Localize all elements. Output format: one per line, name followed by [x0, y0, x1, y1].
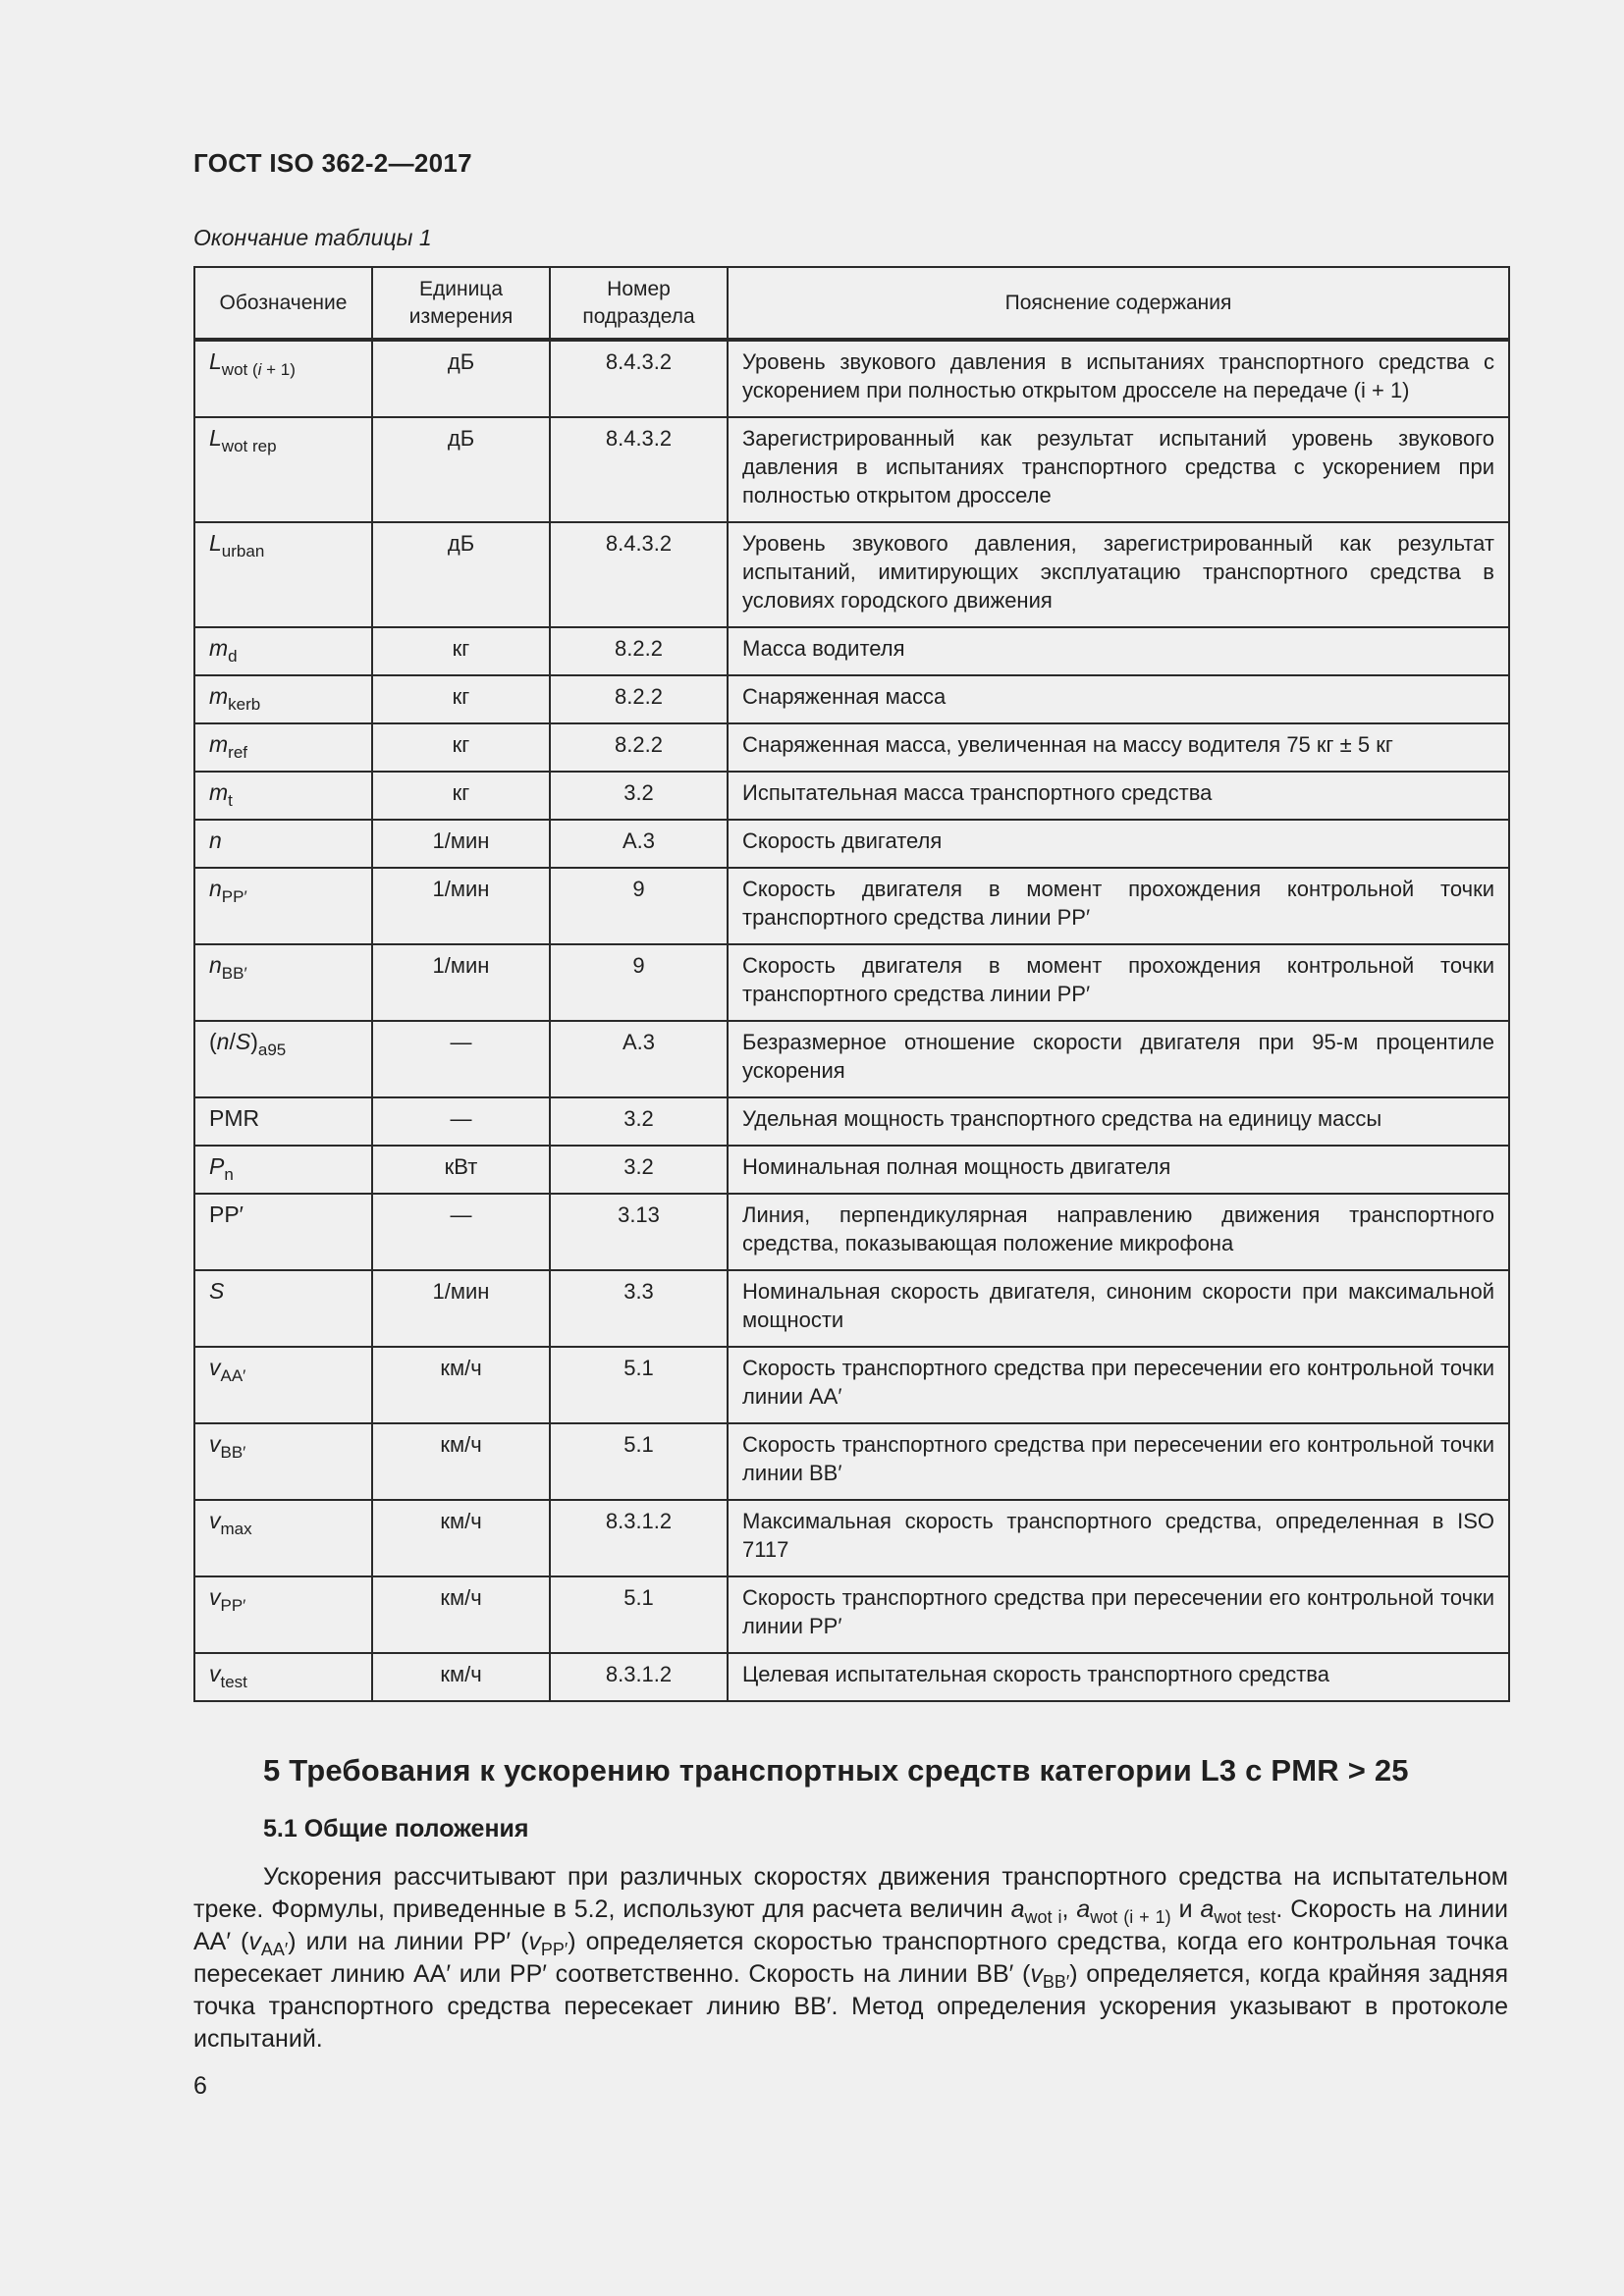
- paragraph-text: и: [1170, 1896, 1201, 1923]
- cell-symbol: [194, 1347, 372, 1423]
- cell-section: 3.2: [550, 1097, 728, 1146]
- symbol: [209, 1105, 259, 1131]
- symbol: [209, 683, 261, 714]
- cell-description: Скорость двигателя в момент прохождения контрольной точки транспортного средства линии PP′: [728, 868, 1509, 944]
- symbol: [209, 1508, 252, 1538]
- symbol: [209, 1355, 246, 1385]
- table-row: [194, 772, 1509, 820]
- symbol-main: P: [209, 1153, 225, 1179]
- cell-section: 8.2.2: [550, 627, 728, 675]
- cell-unit: —: [372, 1021, 550, 1097]
- symbol: [209, 1431, 246, 1462]
- symbol: [209, 1584, 246, 1615]
- paragraph-symbol: a: [1010, 1896, 1025, 1923]
- cell-description: Скорость двигателя: [728, 820, 1509, 868]
- column-header-description: Пояснение содержания: [728, 267, 1509, 340]
- symbol-main: L: [209, 425, 222, 451]
- cell-unit: 1/мин: [372, 868, 550, 944]
- cell-unit: 1/мин: [372, 1270, 550, 1347]
- cell-unit: —: [372, 1194, 550, 1270]
- cell-symbol: [194, 1500, 372, 1576]
- symbol-main: PMR: [209, 1105, 260, 1131]
- table-row: [194, 627, 1509, 675]
- symbol: [209, 425, 277, 455]
- paragraph-subscript: wot test: [1214, 1907, 1276, 1927]
- table-row: [194, 1270, 1509, 1347]
- paragraph-subscript: PP′: [540, 1940, 568, 1959]
- cell-section: A.3: [550, 820, 728, 868]
- table-row: [194, 1576, 1509, 1653]
- paragraph-symbol: v: [528, 1928, 541, 1955]
- symbol-main: v: [209, 1661, 221, 1686]
- cell-description: Максимальная скорость транспортного средства, определенная в ISO 7117: [728, 1500, 1509, 1576]
- symbol: [209, 876, 247, 906]
- cell-unit: дБ: [372, 340, 550, 417]
- cell-symbol: [194, 675, 372, 723]
- table-row: [194, 723, 1509, 772]
- cell-section: 3.2: [550, 1146, 728, 1194]
- symbol-subscript: AA′: [220, 1366, 246, 1385]
- subsection-title: 5.1 Общие положения: [263, 1815, 529, 1842]
- cell-section: 8.4.3.2: [550, 417, 728, 522]
- cell-section: 9: [550, 868, 728, 944]
- cell-symbol: [194, 1423, 372, 1500]
- symbol-main: L: [209, 530, 222, 556]
- cell-description: Уровень звукового давления, зарегистрированный как результат испытаний, имитирующих эксплуатацию транспортного средства в условиях городского движения: [728, 522, 1509, 627]
- paragraph-text: ) определяется скоростью транспортного средства, когда его контрольная точка пересекает линию AA′ или PP′ соответственно. Скорость на линии BB′ (: [193, 1928, 1509, 1988]
- symbol-subscript: n: [224, 1165, 234, 1184]
- cell-section: 5.1: [550, 1576, 728, 1653]
- symbol-main: S: [209, 1278, 225, 1304]
- cell-description: Зарегистрированный как результат испытаний уровень звукового давления в испытаниях транспортного средства с ускорением при полностью открытом дросселе: [728, 417, 1509, 522]
- symbol: [209, 1661, 247, 1691]
- document-header: ГОСТ ISO 362-2—2017: [193, 148, 472, 178]
- cell-unit: км/ч: [372, 1653, 550, 1701]
- table-header-row: [194, 267, 1509, 340]
- cell-section: 9: [550, 944, 728, 1021]
- cell-description: Снаряженная масса, увеличенная на массу водителя 75 кг ± 5 кг: [728, 723, 1509, 772]
- definitions-table: [193, 266, 1510, 1702]
- paragraph-subscript: wot i: [1024, 1907, 1062, 1927]
- cell-description: Снаряженная масса: [728, 675, 1509, 723]
- paragraph-symbol: a: [1200, 1896, 1215, 1923]
- cell-description: Уровень звукового давления в испытаниях транспортного средства с ускорением при полностью открытом дросселе на передаче (i + 1): [728, 340, 1509, 417]
- symbol-subscript: test: [220, 1673, 247, 1691]
- table-row: [194, 1500, 1509, 1576]
- symbol-main: n: [209, 952, 222, 978]
- symbol-subscript: max: [220, 1520, 252, 1538]
- paragraph-text: ) или на линии PP′ (: [288, 1928, 529, 1955]
- symbol: [209, 1029, 287, 1059]
- paragraph-subscript: AA′: [260, 1940, 289, 1959]
- symbol-subscript: PP′: [221, 887, 247, 906]
- cell-section: 3.13: [550, 1194, 728, 1270]
- table-row: [194, 1347, 1509, 1423]
- cell-section: 8.4.3.2: [550, 522, 728, 627]
- paragraph-subscript: wot (i + 1): [1090, 1907, 1171, 1927]
- symbol-subscript: wot rep: [221, 437, 277, 455]
- cell-unit: км/ч: [372, 1576, 550, 1653]
- symbol: [209, 635, 238, 666]
- cell-unit: кВт: [372, 1146, 550, 1194]
- symbol-main: L: [209, 348, 222, 374]
- column-header-symbol: Обозначение: [194, 267, 372, 340]
- symbol-subscript: a95: [257, 1041, 287, 1059]
- cell-unit: 1/мин: [372, 820, 550, 868]
- cell-description: Безразмерное отношение скорости двигателя при 95-м процентиле ускорения: [728, 1021, 1509, 1097]
- cell-symbol: [194, 340, 372, 417]
- symbol-main: v: [209, 1431, 221, 1457]
- symbol-main: n: [209, 876, 222, 901]
- symbol-main: (n/S): [209, 1029, 258, 1054]
- cell-section: 8.4.3.2: [550, 340, 728, 417]
- cell-unit: кг: [372, 723, 550, 772]
- paragraph-symbol: v: [1030, 1960, 1043, 1988]
- cell-section: 5.1: [550, 1423, 728, 1500]
- symbol-main: v: [209, 1508, 221, 1533]
- paragraph-symbol: a: [1076, 1896, 1091, 1923]
- table-row: [194, 1423, 1509, 1500]
- cell-section: 8.3.1.2: [550, 1653, 728, 1701]
- paragraph-text: . Скорость на линии AA′ (: [193, 1896, 1509, 1955]
- table-row: [194, 675, 1509, 723]
- cell-description: Линия, перпендикулярная направлению движения транспортного средства, показывающая положение микрофона: [728, 1194, 1509, 1270]
- cell-description: Скорость транспортного средства при пересечении его контрольной точки линии PP′: [728, 1576, 1509, 1653]
- cell-unit: —: [372, 1097, 550, 1146]
- table-body: [194, 340, 1509, 1701]
- cell-description: Скорость транспортного средства при пересечении его контрольной точки линии BB′: [728, 1423, 1509, 1500]
- table-row: [194, 1653, 1509, 1701]
- symbol-main: n: [209, 828, 222, 853]
- cell-section: 8.2.2: [550, 675, 728, 723]
- cell-symbol: [194, 723, 372, 772]
- symbol: [209, 530, 265, 561]
- cell-section: 5.1: [550, 1347, 728, 1423]
- cell-symbol: [194, 772, 372, 820]
- symbol-main: m: [209, 779, 229, 805]
- table-row: [194, 340, 1509, 417]
- table-row: [194, 944, 1509, 1021]
- symbol: [209, 1153, 234, 1184]
- cell-symbol: [194, 522, 372, 627]
- symbol-main: m: [209, 683, 229, 709]
- section-title: 5 Требования к ускорению транспортных средств категории L3 с PMR > 25: [263, 1753, 1409, 1788]
- paragraph-subscript: BB′: [1042, 1972, 1070, 1992]
- symbol-subscript: wot (i + 1): [221, 360, 296, 379]
- symbol: [209, 828, 222, 853]
- symbol-subscript: urban: [221, 542, 265, 561]
- cell-section: 3.3: [550, 1270, 728, 1347]
- symbol-subscript: PP′: [220, 1596, 246, 1615]
- table-row: [194, 1097, 1509, 1146]
- table-row: [194, 1021, 1509, 1097]
- cell-section: 8.2.2: [550, 723, 728, 772]
- symbol: [209, 952, 247, 983]
- cell-unit: км/ч: [372, 1347, 550, 1423]
- cell-unit: кг: [372, 772, 550, 820]
- table-row: [194, 820, 1509, 868]
- cell-description: Номинальная полная мощность двигателя: [728, 1146, 1509, 1194]
- paragraph-text: ) определяется, когда крайняя задняя точка транспортного средства пересекает линию BB′. Метод определения ускорения указывают в протоколе испытаний.: [193, 1960, 1509, 2053]
- cell-symbol: [194, 1576, 372, 1653]
- cell-symbol: [194, 1270, 372, 1347]
- cell-unit: кг: [372, 627, 550, 675]
- cell-symbol: [194, 1653, 372, 1701]
- symbol: [209, 1201, 244, 1227]
- cell-unit: кг: [372, 675, 550, 723]
- symbol-main: m: [209, 635, 229, 661]
- symbol-subscript: t: [228, 791, 233, 810]
- symbol-subscript: BB′: [221, 964, 247, 983]
- symbol: [209, 348, 296, 379]
- cell-description: Удельная мощность транспортного средства на единицу массы: [728, 1097, 1509, 1146]
- cell-description: Скорость двигателя в момент прохождения контрольной точки транспортного средства линии PP′: [728, 944, 1509, 1021]
- cell-unit: 1/мин: [372, 944, 550, 1021]
- symbol-subscript: d: [228, 647, 238, 666]
- symbol: [209, 1278, 224, 1304]
- cell-symbol: [194, 868, 372, 944]
- column-header-unit: Единица измерения: [372, 267, 550, 340]
- symbol-main: PP′: [209, 1201, 244, 1227]
- table-row: [194, 1194, 1509, 1270]
- cell-section: 3.2: [550, 772, 728, 820]
- cell-symbol: [194, 1021, 372, 1097]
- paragraph-symbol: v: [248, 1928, 261, 1955]
- table-row: [194, 522, 1509, 627]
- page-number: 6: [193, 2072, 207, 2100]
- symbol-subscript: BB′: [220, 1443, 246, 1462]
- section-paragraph: [193, 1861, 1508, 2056]
- cell-symbol: [194, 627, 372, 675]
- table-caption: Окончание таблицы 1: [193, 225, 432, 250]
- symbol: [209, 731, 248, 762]
- cell-symbol: [194, 1146, 372, 1194]
- symbol: [209, 779, 233, 810]
- table-row: [194, 1146, 1509, 1194]
- symbol-main: v: [209, 1584, 221, 1610]
- symbol-main: m: [209, 731, 229, 757]
- cell-description: Испытательная масса транспортного средства: [728, 772, 1509, 820]
- symbol-main: v: [209, 1355, 221, 1380]
- cell-unit: км/ч: [372, 1500, 550, 1576]
- cell-symbol: [194, 1097, 372, 1146]
- paragraph-text: ,: [1061, 1896, 1077, 1923]
- cell-symbol: [194, 1194, 372, 1270]
- cell-description: Номинальная скорость двигателя, синоним скорости при максимальной мощности: [728, 1270, 1509, 1347]
- cell-symbol: [194, 944, 372, 1021]
- cell-section: 8.3.1.2: [550, 1500, 728, 1576]
- cell-symbol: [194, 417, 372, 522]
- cell-description: Целевая испытательная скорость транспортного средства: [728, 1653, 1509, 1701]
- table-row: [194, 417, 1509, 522]
- symbol-subscript: kerb: [228, 695, 261, 714]
- cell-unit: дБ: [372, 417, 550, 522]
- cell-section: A.3: [550, 1021, 728, 1097]
- table-row: [194, 868, 1509, 944]
- paragraph-text: Ускорения рассчитывают при различных скоростях движения транспортного средства на испытательном треке. Формулы, приведенные в 5.2, используют для расчета величин: [193, 1863, 1508, 1923]
- cell-description: Скорость транспортного средства при пересечении его контрольной точки линии AA′: [728, 1347, 1509, 1423]
- column-header-section: Номер подраздела: [550, 267, 728, 340]
- cell-description: Масса водителя: [728, 627, 1509, 675]
- cell-unit: км/ч: [372, 1423, 550, 1500]
- cell-symbol: [194, 820, 372, 868]
- symbol-subscript: ref: [228, 743, 248, 762]
- cell-unit: дБ: [372, 522, 550, 627]
